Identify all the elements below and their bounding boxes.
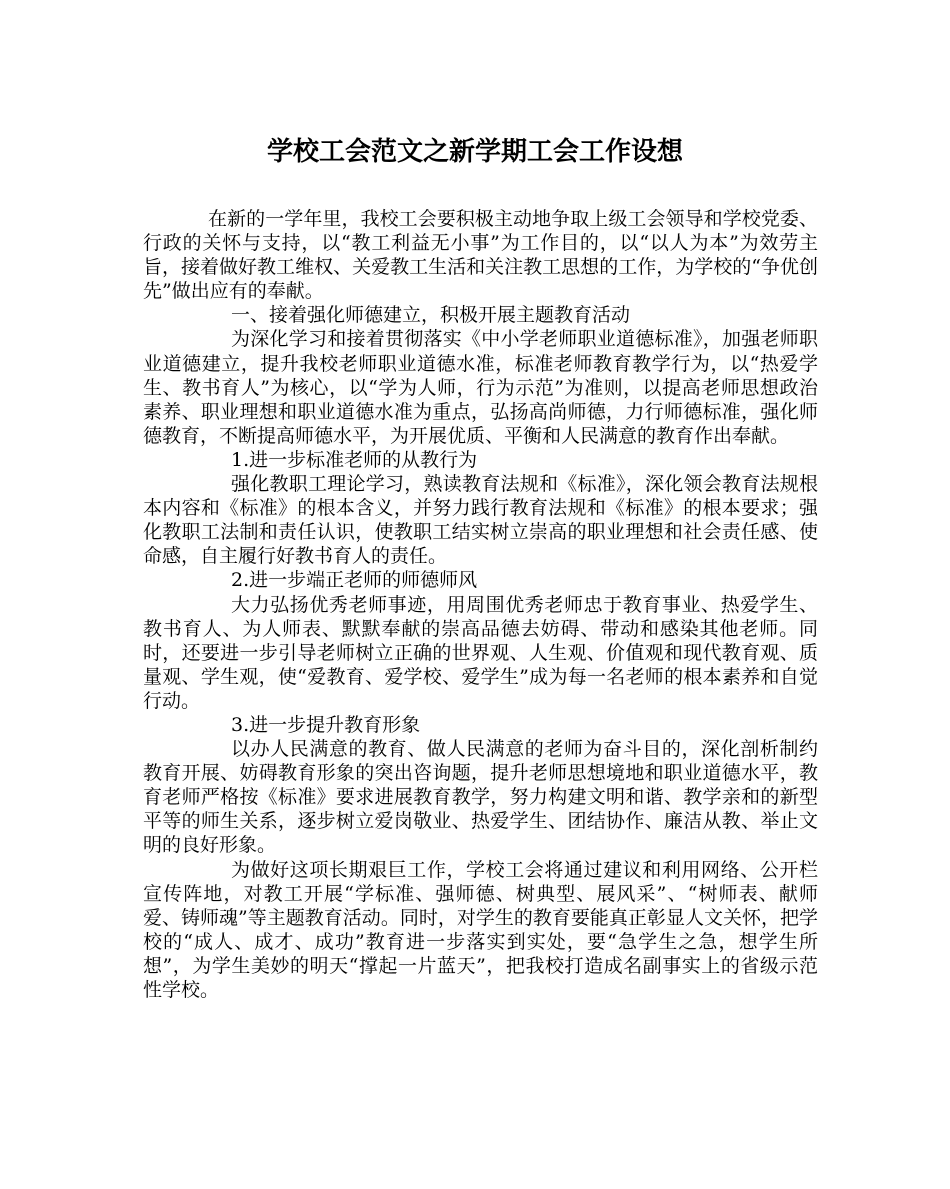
subsection-heading-2: 2.进一步端正老师的师德师风 [231, 569, 478, 592]
document-title: 学校工会范文之新学期工会工作设想 [266, 137, 683, 167]
document-body [143, 207, 818, 1002]
paragraph-closing: 为做好这项长期艰巨工作，学校工会将通过建议和利用网络、公开栏宣传阵地，对教工开展“学标准、强师德、树典型、展风采”、“树师表、献师爱、铸师魂”等主题教育活动。同时，对学生的教育要能真正彰显人文关怀，把学校的“成人、成才、成功”教育进一步落实到实处，要“急学生之急，想学生所想”，为学生美妙的明天“撑起一片蓝天”，把我校打造成名副事实上的省级示范性学校。 [143, 858, 818, 1001]
paragraph: 以办人民满意的教育、做人民满意的老师为奋斗目的，深化剖析制约教育开展、妨碍教育形象的突出咨询题，提升老师思想境地和职业道德水平，教育老师严格按《标准》要求进展教育教学，努力构建文明和谐、教学亲和的新型平等的师生关系，逐步树立爱岗敬业、热爱学生、团结协作、廉洁从教、举止文明的良好形象。 [143, 738, 818, 857]
paragraph: 大力弘扬优秀老师事迹，用周围优秀老师忠于教育事业、热爱学生、教书育人、为人师表、默默奉献的崇高品德去妨碍、带动和感染其他老师。同时，还要进一步引导老师树立正确的世界观、人生观、价值观和现代教育观、质量观、学生观，使“爱教育、爱学校、爱学生”成为每一名老师的根本素养和自觉行动。 [143, 593, 818, 712]
subsection-heading-3: 3.进一步提升教育形象 [231, 713, 421, 736]
paragraph-intro: 在新的一学年里，我校工会要积极主动地争取上级工会领导和学校党委、行政的关怀与支持，以“教工利益无小事”为工作目的，以“以人为本”为效劳主旨，接着做好教工维权、关爱教工生活和关注教工思想的工作，为学校的“争优创先”做出应有的奉献。 [143, 208, 818, 303]
paragraph: 强化教职工理论学习，熟读教育法规和《标准》，深化领会教育法规根本内容和《标准》的根本含义，并努力践行教育法规和《标准》的根本要求；强化教职工法制和责任认识，使教职工结实树立崇高的职业理想和社会责任感、使命感，自主履行好教书育人的责任。 [143, 473, 818, 568]
subsection-heading-1: 1.进一步标准老师的从教行为 [231, 448, 478, 471]
paragraph: 为深化学习和接着贯彻落实《中小学老师职业道德标准》，加强老师职业道德建立，提升我校老师职业道德水准，标准老师教育教学行为，以“热爱学生、教书育人”为核心，以“学为人师，行为示范”为准则，以提高老师思想政治素养、职业理想和职业道德水准为重点，弘扬高尚师德，力行师德标准，强化师德教育，不断提高师德水平，为开展优质、平衡和人民满意的教育作出奉献。 [143, 328, 818, 447]
section-heading-1: 一、接着强化师德建立，积极开展主题教育活动 [231, 304, 631, 327]
